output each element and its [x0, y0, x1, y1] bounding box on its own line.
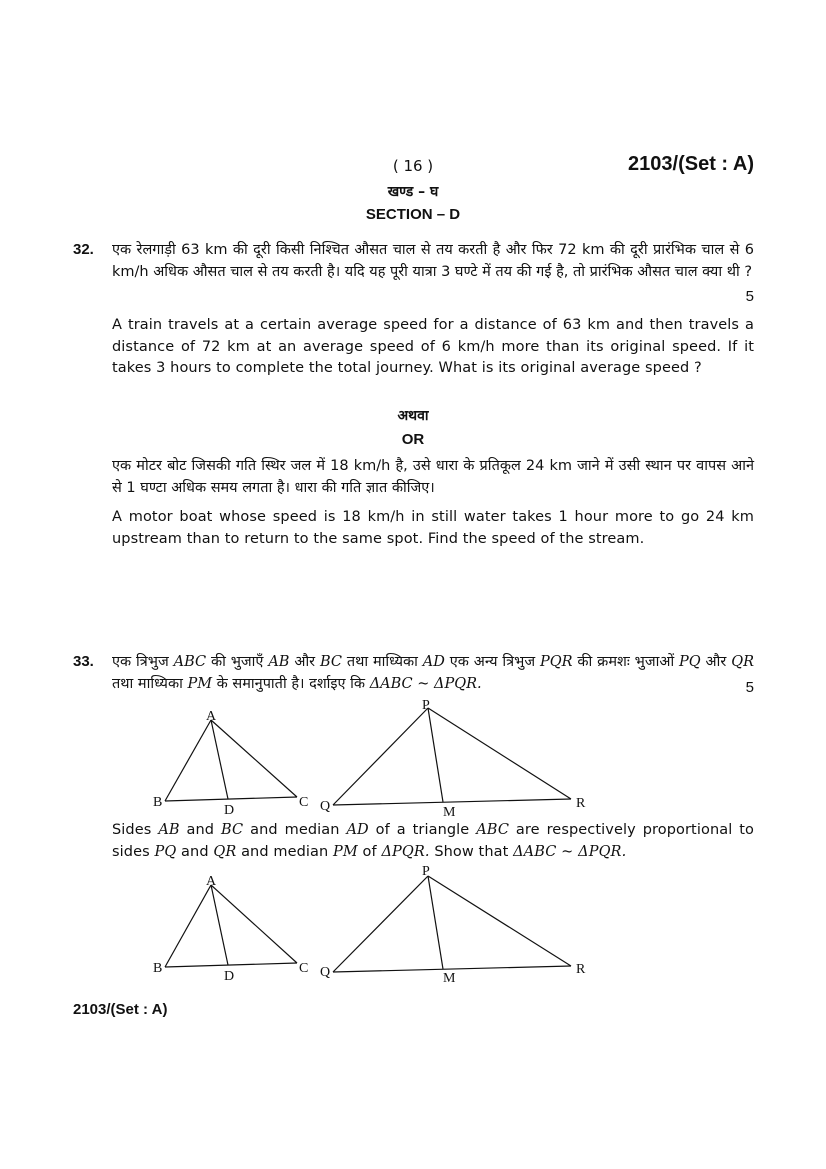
label-c: C [299, 795, 309, 810]
q32-marks: 5 [745, 288, 754, 305]
q33-marks: 5 [745, 679, 754, 696]
label-p-2: P [422, 864, 430, 879]
q32-alt-english-text: A motor boat whose speed is 18 km/h in still water takes 1 hour more to go 24 km upstream than to return to the same spot. Find the speed of the stream. [112, 509, 754, 547]
set-code-header: 2103/(Set : A) [628, 153, 754, 175]
triangles-figure-2 [0, 860, 826, 990]
question-number-33: 33. [73, 653, 94, 670]
median-ad-2 [211, 885, 228, 965]
label-q: Q [320, 799, 331, 814]
q33-english-text: Sides AB and BC and median AD of a triangle ABC are respectively proportional to sides PQ and QR and median PM of ΔPQR. Show that ΔABC ~ ΔPQR. [112, 822, 754, 860]
section-title-hindi: खण्ड – घ [387, 184, 439, 200]
label-m-2: M [443, 971, 456, 986]
q32-alt-hindi-text: एक मोटर बोट जिसकी गति स्थिर जल में 18 km/h है, उसे धारा के प्रतिकूल 24 km जाने में उसी स्थान पर वापस आने से 1 घण्टा अधिक समय लगता है। धारा की गति ज्ञात कीजिए। [112, 458, 754, 496]
label-d: D [224, 803, 235, 818]
q33-hindi-text: एक त्रिभुज ABC की भुजाएँ AB और BC तथा माध्यिका AD एक अन्य त्रिभुज PQR की क्रमशः भुजाओं PQ और QR तथा माध्यिका PM के समानुपाती है। दर्शाइए कि ΔABC ~ ΔPQR. [112, 654, 754, 692]
q32-hindi-text: एक रेलगाड़ी 63 km की दूरी किसी निश्चित औसत चाल से तय करती है और फिर 72 km की दूरी प्रारंभिक चाल से 6 km/h अधिक औसत चाल से तय करती है। यदि यह पूरी यात्रा 3 घण्टे में तय की गई है, तो प्रारंभिक औसत चाल क्या थी ? [112, 242, 754, 280]
or-divider-english: OR [401, 431, 425, 448]
triangle-abc-2 [165, 885, 297, 967]
label-m: M [443, 805, 456, 820]
median-pm-2 [428, 876, 443, 969]
label-c-2: C [299, 961, 309, 976]
set-code-footer: 2103/(Set : A) [73, 1001, 168, 1018]
label-b-2: B [153, 961, 163, 976]
triangle-abc [165, 720, 297, 801]
label-a: A [206, 709, 217, 724]
triangle-pqr-2 [333, 876, 571, 972]
label-q-2: Q [320, 965, 331, 980]
median-ad [211, 720, 228, 799]
median-pm [428, 708, 443, 802]
triangles-figure-1 [0, 695, 826, 825]
q32-english-text: A train travels at a certain average speed for a distance of 63 km and then travels a distance of 72 km at an average speed of 6 km/h more than its original speed. If it takes 3 hours to complete the total journey. What is its original average speed ? [112, 317, 754, 376]
label-d-2: D [224, 969, 235, 984]
triangle-pqr [333, 708, 571, 805]
section-title-english: SECTION – D [365, 206, 461, 223]
question-number-32: 32. [73, 241, 94, 258]
label-p: P [422, 698, 430, 713]
label-r-2: R [576, 962, 586, 977]
label-r: R [576, 796, 586, 811]
label-b: B [153, 795, 163, 810]
or-divider-hindi: अथवा [397, 408, 429, 424]
page-number: ( 16 ) [392, 157, 434, 175]
label-a-2: A [206, 874, 217, 889]
